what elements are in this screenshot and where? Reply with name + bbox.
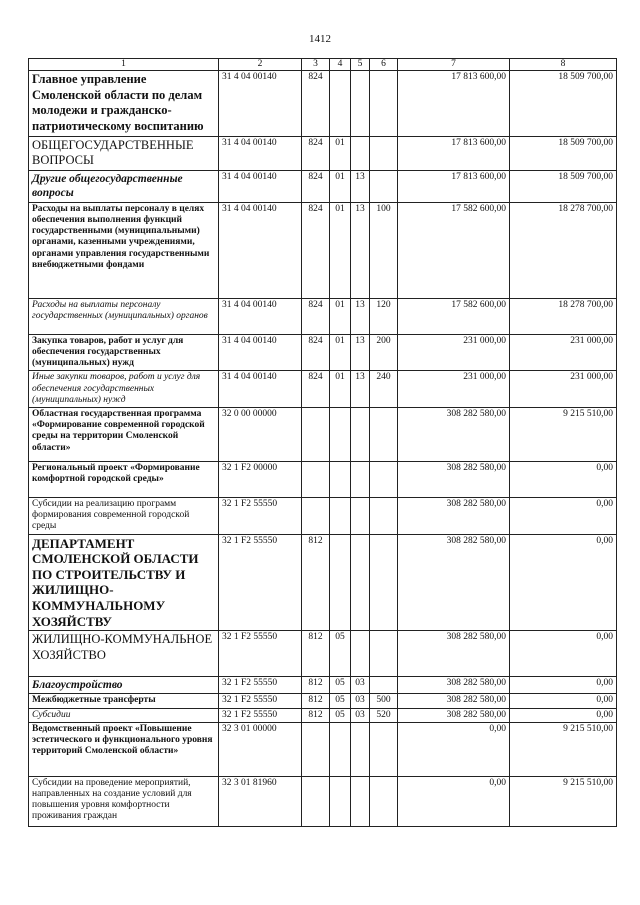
row-code: 32 1 F2 00000 (219, 461, 302, 497)
row-section: 01 (330, 202, 351, 298)
table-row (29, 407, 617, 461)
column-header: 2 (219, 59, 302, 71)
row-code: 31 4 04 00140 (219, 202, 302, 298)
row-amount-2: 0,00 (510, 534, 617, 631)
row-amount-2: 0,00 (510, 631, 617, 677)
row-code: 32 0 00 00000 (219, 407, 302, 461)
row-ved: 812 (302, 694, 330, 708)
table-row (29, 298, 617, 334)
row-name: Ведомственный проект «Повышение эстетического и функционального уровня территорий Смоленской области» (29, 722, 219, 776)
row-ved: 824 (302, 71, 330, 137)
table-row (29, 461, 617, 497)
row-ved: 824 (302, 334, 330, 371)
row-amount-1: 308 282 580,00 (398, 407, 510, 461)
row-name: Закупка товаров, работ и услуг для обеспечения государственных (муниципальных) нужд (29, 334, 219, 371)
row-amount-2: 18 509 700,00 (510, 136, 617, 170)
row-ved: 812 (302, 534, 330, 631)
table-row (29, 708, 617, 722)
row-amount-2: 0,00 (510, 694, 617, 708)
row-expense-type (370, 170, 398, 202)
row-subsection (351, 407, 370, 461)
row-amount-1: 17 582 600,00 (398, 202, 510, 298)
row-subsection (351, 461, 370, 497)
column-header: 7 (398, 59, 510, 71)
row-ved (302, 722, 330, 776)
row-section (330, 534, 351, 631)
row-name: Субсидии (29, 708, 219, 722)
row-name: ДЕПАРТАМЕНТ СМОЛЕНСКОЙ ОБЛАСТИ ПО СТРОИТЕЛЬСТВУ И ЖИЛИЩНО-КОММУНАЛЬНОМУ ХОЗЯЙСТВУ (29, 534, 219, 631)
row-subsection (351, 776, 370, 826)
row-code: 31 4 04 00140 (219, 334, 302, 371)
table-row (29, 170, 617, 202)
table-row (29, 694, 617, 708)
column-header: 3 (302, 59, 330, 71)
row-amount-1: 308 282 580,00 (398, 694, 510, 708)
row-expense-type (370, 776, 398, 826)
row-amount-1: 0,00 (398, 776, 510, 826)
row-subsection: 13 (351, 170, 370, 202)
table-row (29, 534, 617, 631)
row-amount-2: 18 278 700,00 (510, 298, 617, 334)
row-name: Субсидии на реализацию программ формирования современной городской среды (29, 497, 219, 534)
table-row (29, 334, 617, 371)
row-section: 05 (330, 708, 351, 722)
row-expense-type (370, 722, 398, 776)
row-name: Субсидии на проведение мероприятий, направленных на создание условий для повышения уровня комфортности проживания граждан (29, 776, 219, 826)
row-subsection: 13 (351, 371, 370, 408)
row-amount-1: 0,00 (398, 722, 510, 776)
row-ved (302, 407, 330, 461)
row-amount-1: 308 282 580,00 (398, 534, 510, 631)
column-header: 5 (351, 59, 370, 71)
row-amount-2: 231 000,00 (510, 371, 617, 408)
row-amount-1: 308 282 580,00 (398, 708, 510, 722)
row-section: 01 (330, 298, 351, 334)
row-section (330, 407, 351, 461)
row-section (330, 461, 351, 497)
row-name: Межбюджетные трансферты (29, 694, 219, 708)
row-expense-type: 500 (370, 694, 398, 708)
row-ved (302, 461, 330, 497)
row-name: Другие общегосударственные вопросы (29, 170, 219, 202)
row-code: 32 1 F2 55550 (219, 694, 302, 708)
row-subsection (351, 722, 370, 776)
table-row (29, 136, 617, 170)
row-amount-1: 17 813 600,00 (398, 136, 510, 170)
row-amount-2: 18 509 700,00 (510, 71, 617, 137)
row-amount-2: 18 278 700,00 (510, 202, 617, 298)
row-amount-2: 9 215 510,00 (510, 407, 617, 461)
table-row (29, 677, 617, 694)
row-expense-type: 520 (370, 708, 398, 722)
row-code: 31 4 04 00140 (219, 71, 302, 137)
row-section: 05 (330, 631, 351, 677)
row-subsection: 13 (351, 202, 370, 298)
row-subsection: 03 (351, 677, 370, 694)
row-subsection (351, 631, 370, 677)
row-expense-type: 100 (370, 202, 398, 298)
row-expense-type: 240 (370, 371, 398, 408)
table-row (29, 722, 617, 776)
row-ved: 812 (302, 631, 330, 677)
row-section (330, 71, 351, 137)
row-expense-type (370, 461, 398, 497)
row-amount-2: 0,00 (510, 461, 617, 497)
row-section: 01 (330, 170, 351, 202)
row-name: Расходы на выплаты персоналу государственных (муниципальных) органов (29, 298, 219, 334)
row-amount-2: 9 215 510,00 (510, 776, 617, 826)
row-ved (302, 776, 330, 826)
column-header: 8 (510, 59, 617, 71)
table-row (29, 631, 617, 677)
row-subsection (351, 497, 370, 534)
row-code: 31 4 04 00140 (219, 136, 302, 170)
row-code: 32 1 F2 55550 (219, 631, 302, 677)
row-expense-type (370, 136, 398, 170)
row-code: 32 1 F2 55550 (219, 677, 302, 694)
row-subsection: 03 (351, 708, 370, 722)
row-expense-type (370, 497, 398, 534)
page-number: 1412 (309, 33, 331, 45)
row-amount-2: 0,00 (510, 677, 617, 694)
row-subsection: 13 (351, 298, 370, 334)
column-header: 6 (370, 59, 398, 71)
row-amount-2: 9 215 510,00 (510, 722, 617, 776)
row-section (330, 497, 351, 534)
row-subsection (351, 534, 370, 631)
row-expense-type (370, 407, 398, 461)
table-row (29, 497, 617, 534)
row-section: 01 (330, 371, 351, 408)
row-ved: 824 (302, 136, 330, 170)
row-section: 01 (330, 136, 351, 170)
row-amount-1: 308 282 580,00 (398, 631, 510, 677)
row-ved: 824 (302, 371, 330, 408)
row-amount-2: 231 000,00 (510, 334, 617, 371)
row-code: 32 3 01 00000 (219, 722, 302, 776)
row-expense-type (370, 71, 398, 137)
row-amount-1: 231 000,00 (398, 334, 510, 371)
table-row (29, 371, 617, 408)
row-amount-2: 0,00 (510, 497, 617, 534)
row-code: 32 1 F2 55550 (219, 534, 302, 631)
row-code: 32 1 F2 55550 (219, 497, 302, 534)
row-expense-type: 200 (370, 334, 398, 371)
row-section: 05 (330, 694, 351, 708)
row-amount-1: 17 813 600,00 (398, 71, 510, 137)
row-section: 01 (330, 334, 351, 371)
table-row (29, 776, 617, 826)
budget-table (28, 58, 617, 827)
row-amount-1: 231 000,00 (398, 371, 510, 408)
row-subsection (351, 136, 370, 170)
row-name: ЖИЛИЩНО-КОММУНАЛЬНОЕ ХОЗЯЙСТВО (29, 631, 219, 677)
row-section: 05 (330, 677, 351, 694)
row-amount-1: 308 282 580,00 (398, 461, 510, 497)
row-subsection (351, 71, 370, 137)
column-header: 4 (330, 59, 351, 71)
column-header: 1 (29, 59, 219, 71)
table-row (29, 71, 617, 137)
row-code: 31 4 04 00140 (219, 298, 302, 334)
row-name: Благоустройство (29, 677, 219, 694)
row-code: 32 1 F2 55550 (219, 708, 302, 722)
row-amount-1: 308 282 580,00 (398, 497, 510, 534)
row-ved: 824 (302, 202, 330, 298)
row-code: 32 3 01 81960 (219, 776, 302, 826)
row-name: Региональный проект «Формирование комфортной городской среды» (29, 461, 219, 497)
row-amount-1: 17 582 600,00 (398, 298, 510, 334)
row-expense-type (370, 631, 398, 677)
table-header-row (29, 59, 617, 71)
row-ved: 824 (302, 170, 330, 202)
row-name: Иные закупки товаров, работ и услуг для обеспечения государственных (муниципальных) нужд (29, 371, 219, 408)
row-ved (302, 497, 330, 534)
row-name: Областная государственная программа «Формирование современной городской среды на территории Смоленской области» (29, 407, 219, 461)
row-ved: 824 (302, 298, 330, 334)
row-amount-2: 0,00 (510, 708, 617, 722)
row-amount-1: 308 282 580,00 (398, 677, 510, 694)
row-name: Главное управление Смоленской области по делам молодежи и гражданско-патриотическому воспитанию (29, 71, 219, 137)
table-row (29, 202, 617, 298)
row-section (330, 776, 351, 826)
row-code: 31 4 04 00140 (219, 170, 302, 202)
row-subsection: 13 (351, 334, 370, 371)
row-amount-1: 17 813 600,00 (398, 170, 510, 202)
row-amount-2: 18 509 700,00 (510, 170, 617, 202)
row-ved: 812 (302, 677, 330, 694)
row-subsection: 03 (351, 694, 370, 708)
row-name: ОБЩЕГОСУДАРСТВЕННЫЕ ВОПРОСЫ (29, 136, 219, 170)
row-expense-type (370, 534, 398, 631)
row-ved: 812 (302, 708, 330, 722)
row-section (330, 722, 351, 776)
row-expense-type: 120 (370, 298, 398, 334)
row-expense-type (370, 677, 398, 694)
row-code: 31 4 04 00140 (219, 371, 302, 408)
row-name: Расходы на выплаты персоналу в целях обеспечения выполнения функций государственными (муниципальными) органами, казенными учреждениями, органами управления государственными внебюджетными фондами (29, 202, 219, 298)
